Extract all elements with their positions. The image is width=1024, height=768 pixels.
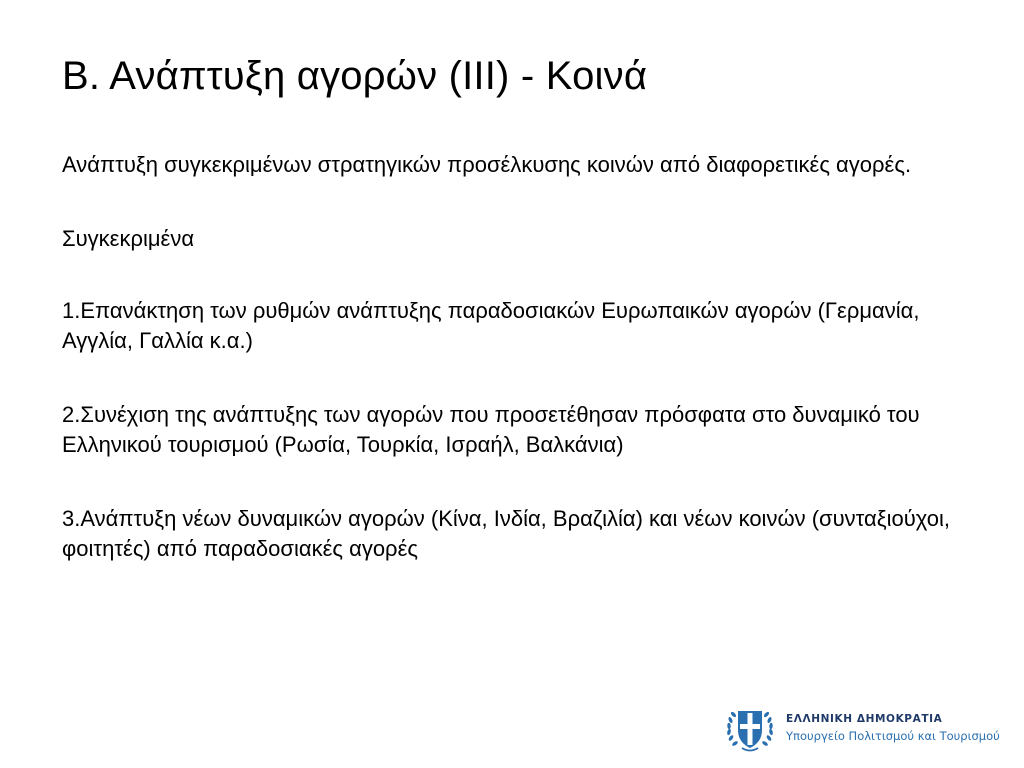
ministry-logo (722, 700, 1012, 756)
slide-title: Β. Ανάπτυξη αγορών (ΙΙΙ) - Κοινά (62, 54, 648, 98)
logo-text (786, 711, 1000, 745)
list-item-2: 2.Συνέχιση της ανάπτυξης των αγορών που προσετέθησαν πρόσφατα στο δυναμικό του Ελληνικού τουρισμού (Ρωσία, Τουρκία, Ισραήλ, Βαλκάνια) (62, 402, 920, 457)
specifically-label: Συγκεκριμένα (62, 226, 195, 251)
greek-coat-of-arms-icon (722, 700, 778, 756)
list-item-3: 3.Ανάπτυξη νέων δυναμικών αγορών (Κίνα, Ινδία, Βραζιλία) και νέων κοινών (συνταξιούχοι, φοιτητές) από παραδοσιακές αγορές (62, 506, 950, 561)
list-item-1: 1.Επανάκτηση των ρυθμών ανάπτυξης παραδοσιακών Ευρωπαικών αγορών (Γερμανία, Αγγλία, Γαλλία κ.α.) (62, 298, 920, 353)
slide-body (62, 150, 962, 608)
logo-ministry-name: Υπουργείο Πολιτισμού και Τουρισμού (786, 729, 1000, 743)
intro-paragraph: Ανάπτυξη συγκεκριμένων στρατηγικών προσέλκυσης κοινών από διαφορετικές αγορές. (62, 152, 912, 177)
logo-country-name: ΕΛΛΗΝΙΚΗ ΔΗΜΟΚΡΑΤΙΑ (786, 713, 943, 725)
